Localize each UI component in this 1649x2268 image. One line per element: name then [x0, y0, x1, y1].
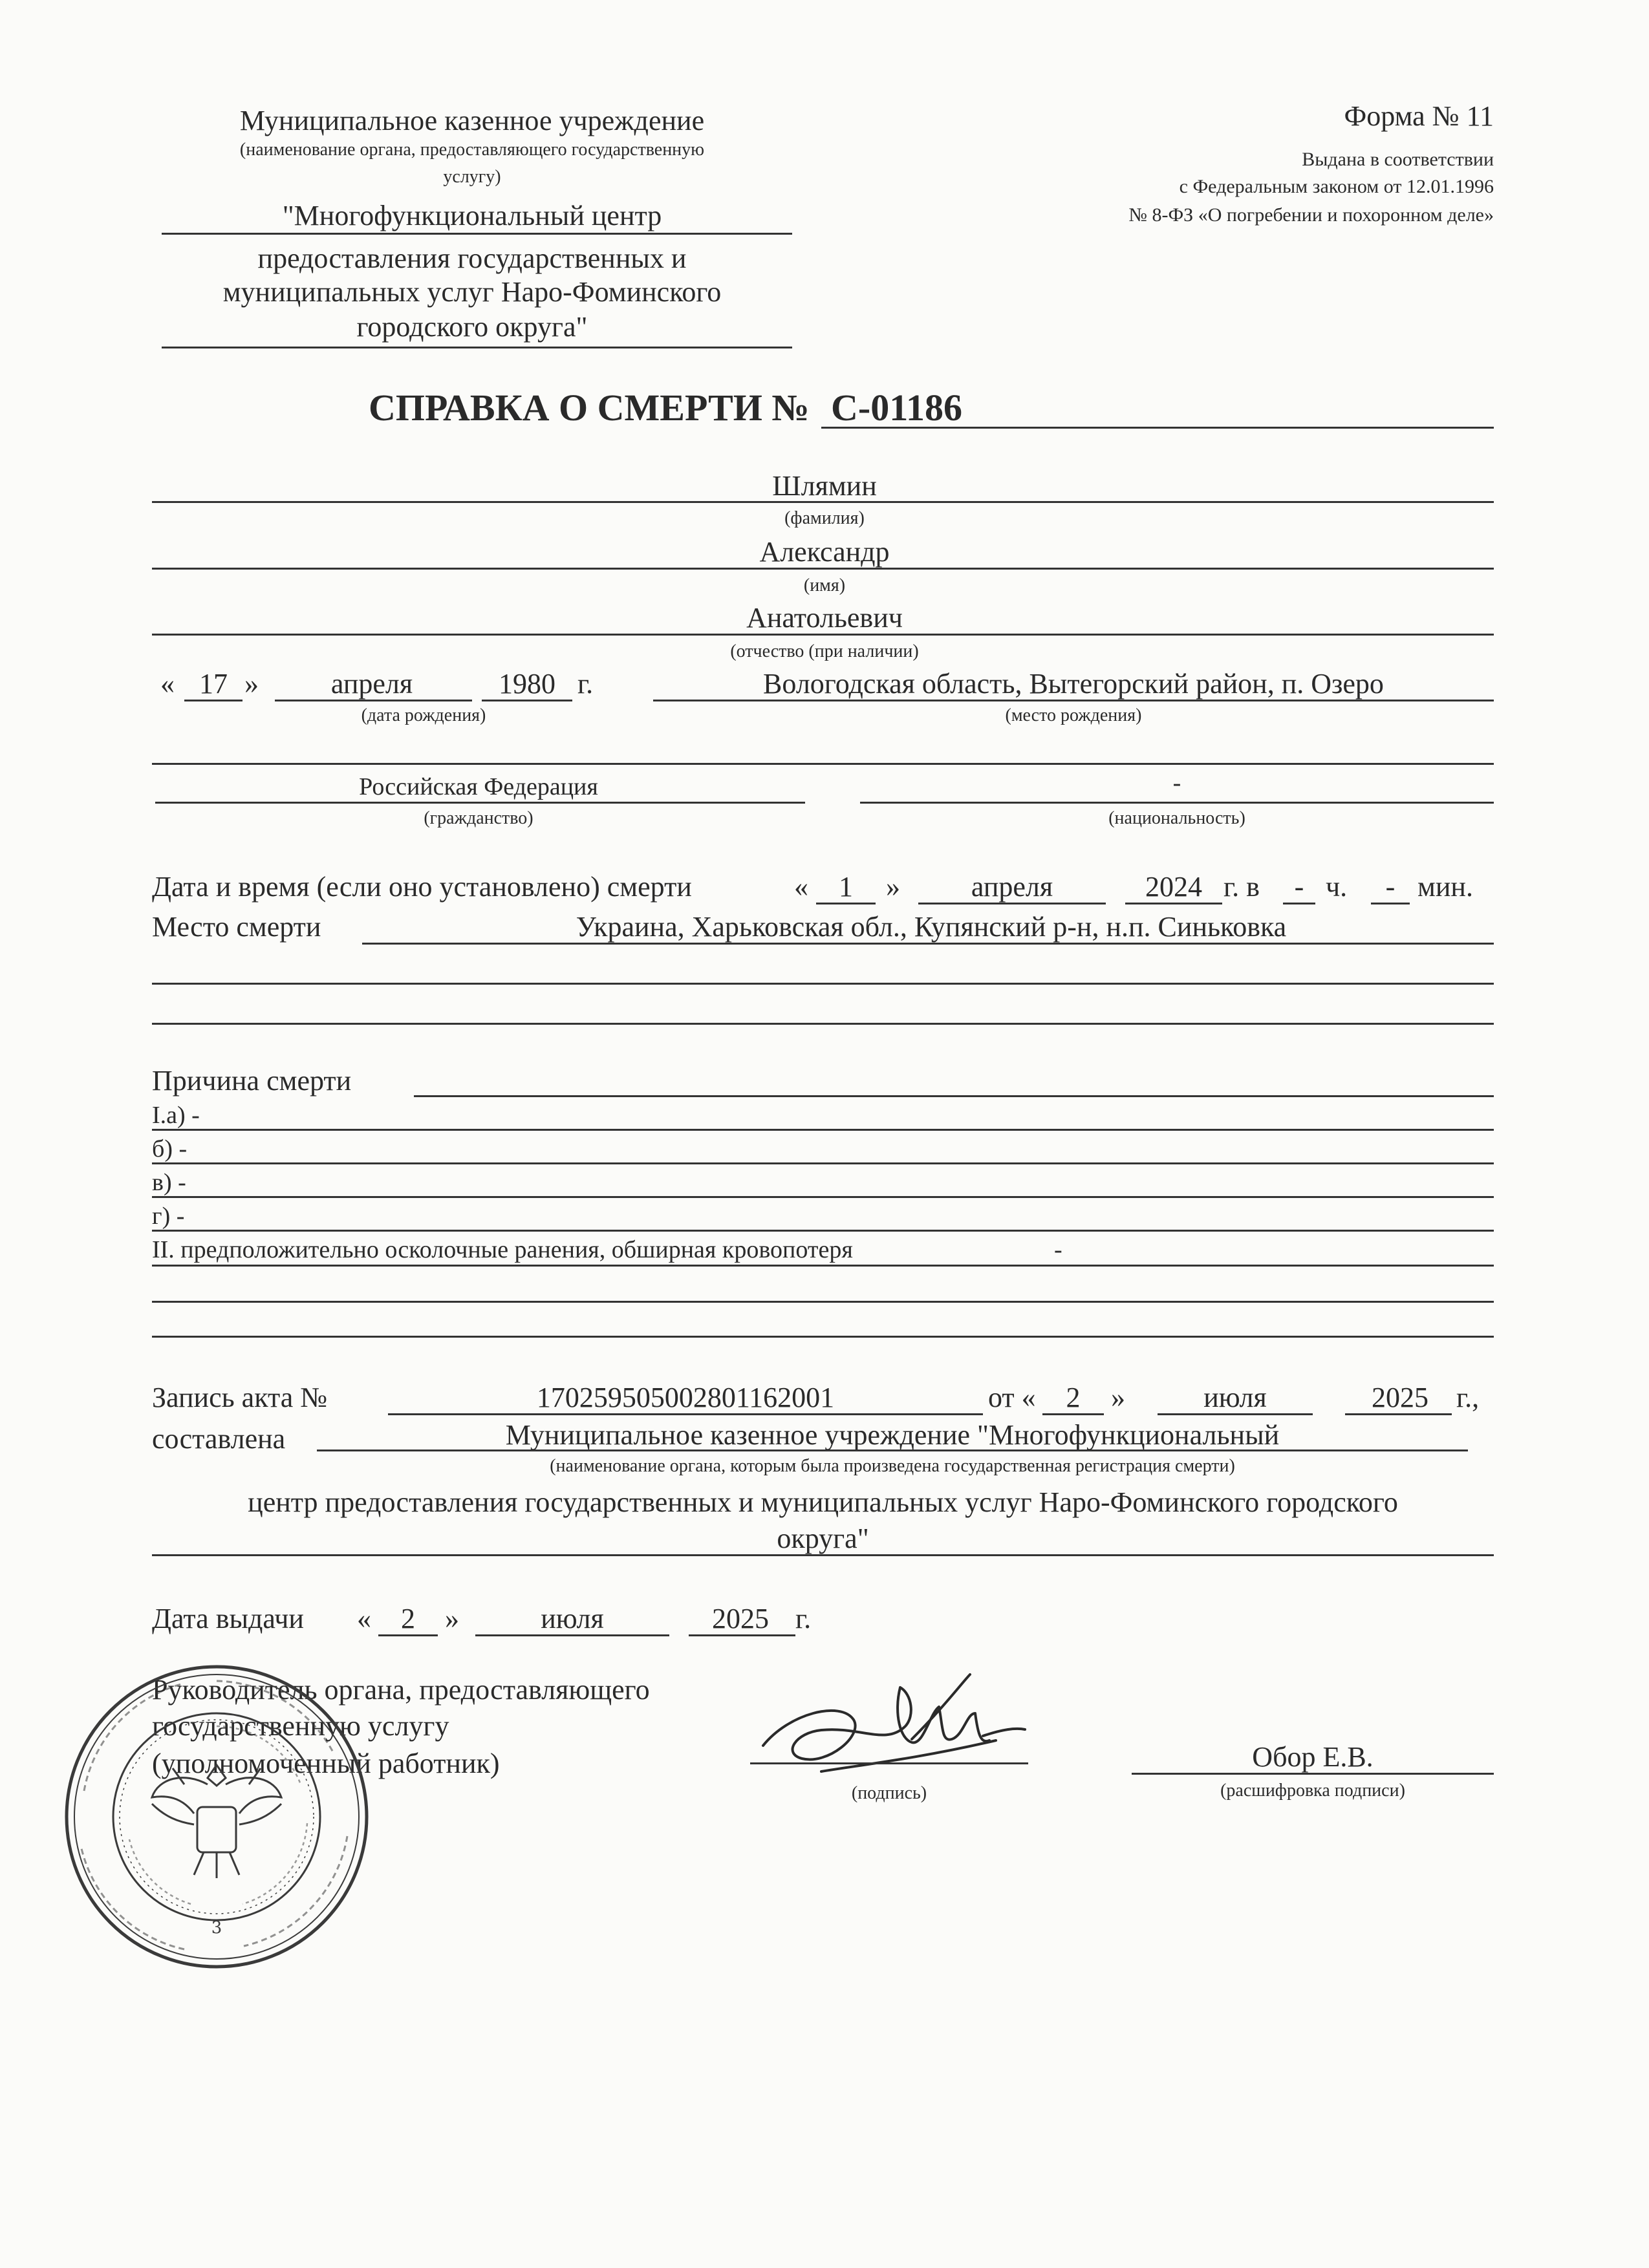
citizenship-caption: (гражданство) [424, 808, 534, 828]
signatory-name-line [1132, 1773, 1494, 1775]
record-org-part2: центр предоставления государственных и муниципальных услуг Наро-Фоминского городского [248, 1486, 1398, 1518]
citizenship-line [155, 802, 805, 804]
cause-line-ii-dash: - [1054, 1236, 1062, 1263]
cause-line-v: в) - [152, 1169, 186, 1196]
birth-day: 17 [199, 668, 228, 700]
record-number-line [388, 1413, 983, 1415]
surname-caption: (фамилия) [784, 508, 865, 528]
org-caption: (наименование органа, предоставляющего государственную [239, 140, 705, 160]
birth-place-line [653, 700, 1494, 701]
birth-year: 1980 [499, 668, 555, 700]
issue-month-line [475, 1634, 669, 1636]
record-year-suffix: г., [1456, 1382, 1480, 1413]
death-month-line [918, 903, 1106, 904]
record-org-line-2 [152, 1554, 1494, 1556]
issue-date-label: Дата выдачи [152, 1603, 304, 1634]
death-place-line-3 [152, 1023, 1494, 1025]
death-place: Украина, Харьковская обл., Купянский р-н, н.п. Синьковка [576, 911, 1287, 943]
birth-place-caption: (место рождения) [1005, 705, 1142, 725]
signature-line [750, 1762, 1028, 1764]
org-name-line3: предоставления государственных и [257, 242, 687, 274]
form-number: Форма № 11 [1344, 100, 1494, 132]
death-hour: - [1294, 871, 1304, 903]
death-year-suffix: г. в [1223, 871, 1260, 903]
death-hour-line [1283, 903, 1315, 904]
name-line [152, 568, 1494, 570]
cause-label-line [414, 1095, 1494, 1097]
signatory-role-line3: (уполномоченный работник) [152, 1748, 500, 1779]
death-minute-line [1371, 903, 1410, 904]
death-place-line [362, 943, 1494, 945]
certificate-number: С-01186 [831, 387, 962, 429]
record-org-part3: округа" [777, 1523, 869, 1554]
death-open-quote: « [794, 871, 808, 903]
issued-basis-line2: с Федеральным законом от 12.01.1996 [1179, 176, 1494, 197]
org-underline-1 [162, 233, 792, 235]
org-underline-2 [162, 347, 792, 348]
record-day: 2 [1066, 1382, 1081, 1413]
cause-line-b-rule [152, 1162, 1494, 1164]
death-hour-suffix: ч. [1326, 871, 1348, 903]
birth-month: апреля [330, 668, 413, 700]
death-datetime-label: Дата и время (если оно установлено) смерти [152, 871, 692, 903]
name-caption: (имя) [803, 575, 846, 595]
issue-open-quote: « [357, 1603, 371, 1634]
death-month: апреля [971, 871, 1053, 903]
death-minute: - [1385, 871, 1396, 903]
birth-date-caption: (дата рождения) [361, 705, 486, 725]
cause-line-g: г) - [152, 1203, 185, 1230]
cause-extra-rule-1 [152, 1301, 1494, 1303]
surname-value: Шлямин [772, 470, 877, 502]
record-from-label: от « [988, 1382, 1036, 1413]
death-close-quote: » [886, 871, 900, 903]
signatory-name: Обор Е.В. [1252, 1741, 1374, 1773]
record-month-line [1158, 1413, 1313, 1415]
official-stamp [55, 1655, 378, 1978]
issue-month: июля [541, 1603, 604, 1634]
birth-close-quote: » [244, 668, 259, 700]
issue-year-line [689, 1634, 795, 1636]
cause-line-ii-rule [152, 1265, 1494, 1267]
org-caption-2: услугу) [443, 167, 501, 187]
record-composed-label: составлена [152, 1423, 286, 1455]
death-day: 1 [839, 871, 853, 903]
cause-line-ii: II. предположительно осколочные ранения, обширная кровопотеря [152, 1236, 853, 1263]
death-minute-suffix: мин. [1417, 871, 1473, 903]
death-year-line [1125, 903, 1222, 904]
issued-basis-line3: № 8-ФЗ «О погребении и похоронном деле» [1128, 204, 1494, 226]
signatory-name-caption: (расшифровка подписи) [1220, 1781, 1405, 1801]
birth-place: Вологодская область, Вытегорский район, п. Озеро [763, 668, 1384, 700]
patronymic-line [152, 634, 1494, 636]
patronymic-caption: (отчество (при наличии) [730, 641, 919, 661]
cause-line-a: I.а) - [152, 1102, 200, 1129]
death-place-line-2 [152, 983, 1494, 985]
record-year: 2025 [1372, 1382, 1428, 1413]
org-name-line1: Муниципальное казенное учреждение [239, 105, 705, 136]
org-name-line5: городского округа" [356, 311, 588, 343]
certificate-title: СПРАВКА О СМЕРТИ № [369, 387, 810, 429]
cause-label: Причина смерти [152, 1065, 352, 1097]
signatory-role-line2: государственную услугу [152, 1710, 449, 1742]
citizenship-value: Российская Федерация [359, 773, 598, 800]
birth-open-quote: « [160, 668, 175, 700]
record-year-line [1345, 1413, 1452, 1415]
record-org-part1: Муниципальное казенное учреждение "Многофункциональный [505, 1419, 1280, 1451]
title-underline [821, 427, 1494, 429]
cause-line-a-rule [152, 1129, 1494, 1131]
nationality-value: - [1172, 769, 1181, 797]
nationality-caption: (национальность) [1108, 808, 1245, 828]
cause-line-v-rule [152, 1196, 1494, 1198]
record-number: 170259505002801162001 [536, 1382, 835, 1413]
stamp-number: 3 [211, 1918, 222, 1938]
issued-basis-line1: Выдана в соответствии [1302, 149, 1494, 170]
issue-close-quote: » [445, 1603, 459, 1634]
record-label: Запись акта № [152, 1382, 328, 1413]
issue-year: 2025 [712, 1603, 769, 1634]
patronymic-value: Анатольевич [746, 602, 903, 634]
issue-year-suffix: г. [795, 1603, 812, 1634]
record-org-caption: (наименование органа, которым была произведена государственная регистрация смерти) [550, 1456, 1235, 1476]
nationality-line [860, 802, 1494, 804]
death-place-label: Место смерти [152, 911, 321, 943]
cause-line-g-rule [152, 1230, 1494, 1232]
surname-line [152, 501, 1494, 503]
signature-caption: (подпись) [851, 1783, 927, 1803]
org-name-line4: муниципальных услуг Наро-Фоминского [222, 276, 722, 308]
birth-year-line [482, 700, 572, 701]
cause-line-b: б) - [152, 1135, 188, 1162]
birth-year-suffix: г. [577, 668, 594, 700]
issue-day-line [378, 1634, 438, 1636]
signature-image [750, 1668, 1028, 1791]
issue-day: 2 [401, 1603, 415, 1634]
death-day-line [816, 903, 876, 904]
record-day-line [1042, 1413, 1104, 1415]
record-month: июля [1203, 1382, 1267, 1413]
cause-extra-rule-2 [152, 1336, 1494, 1338]
name-value: Александр [759, 536, 890, 568]
record-close-quote: » [1111, 1382, 1125, 1413]
birth-day-line [184, 700, 242, 701]
birth-place-line-2 [152, 763, 1494, 765]
org-name-line2: "Многофункциональный центр [282, 200, 662, 231]
record-org-line [317, 1450, 1468, 1451]
death-year: 2024 [1145, 871, 1202, 903]
birth-month-line [275, 700, 472, 701]
signatory-role-line1: Руководитель органа, предоставляющего [152, 1674, 650, 1706]
